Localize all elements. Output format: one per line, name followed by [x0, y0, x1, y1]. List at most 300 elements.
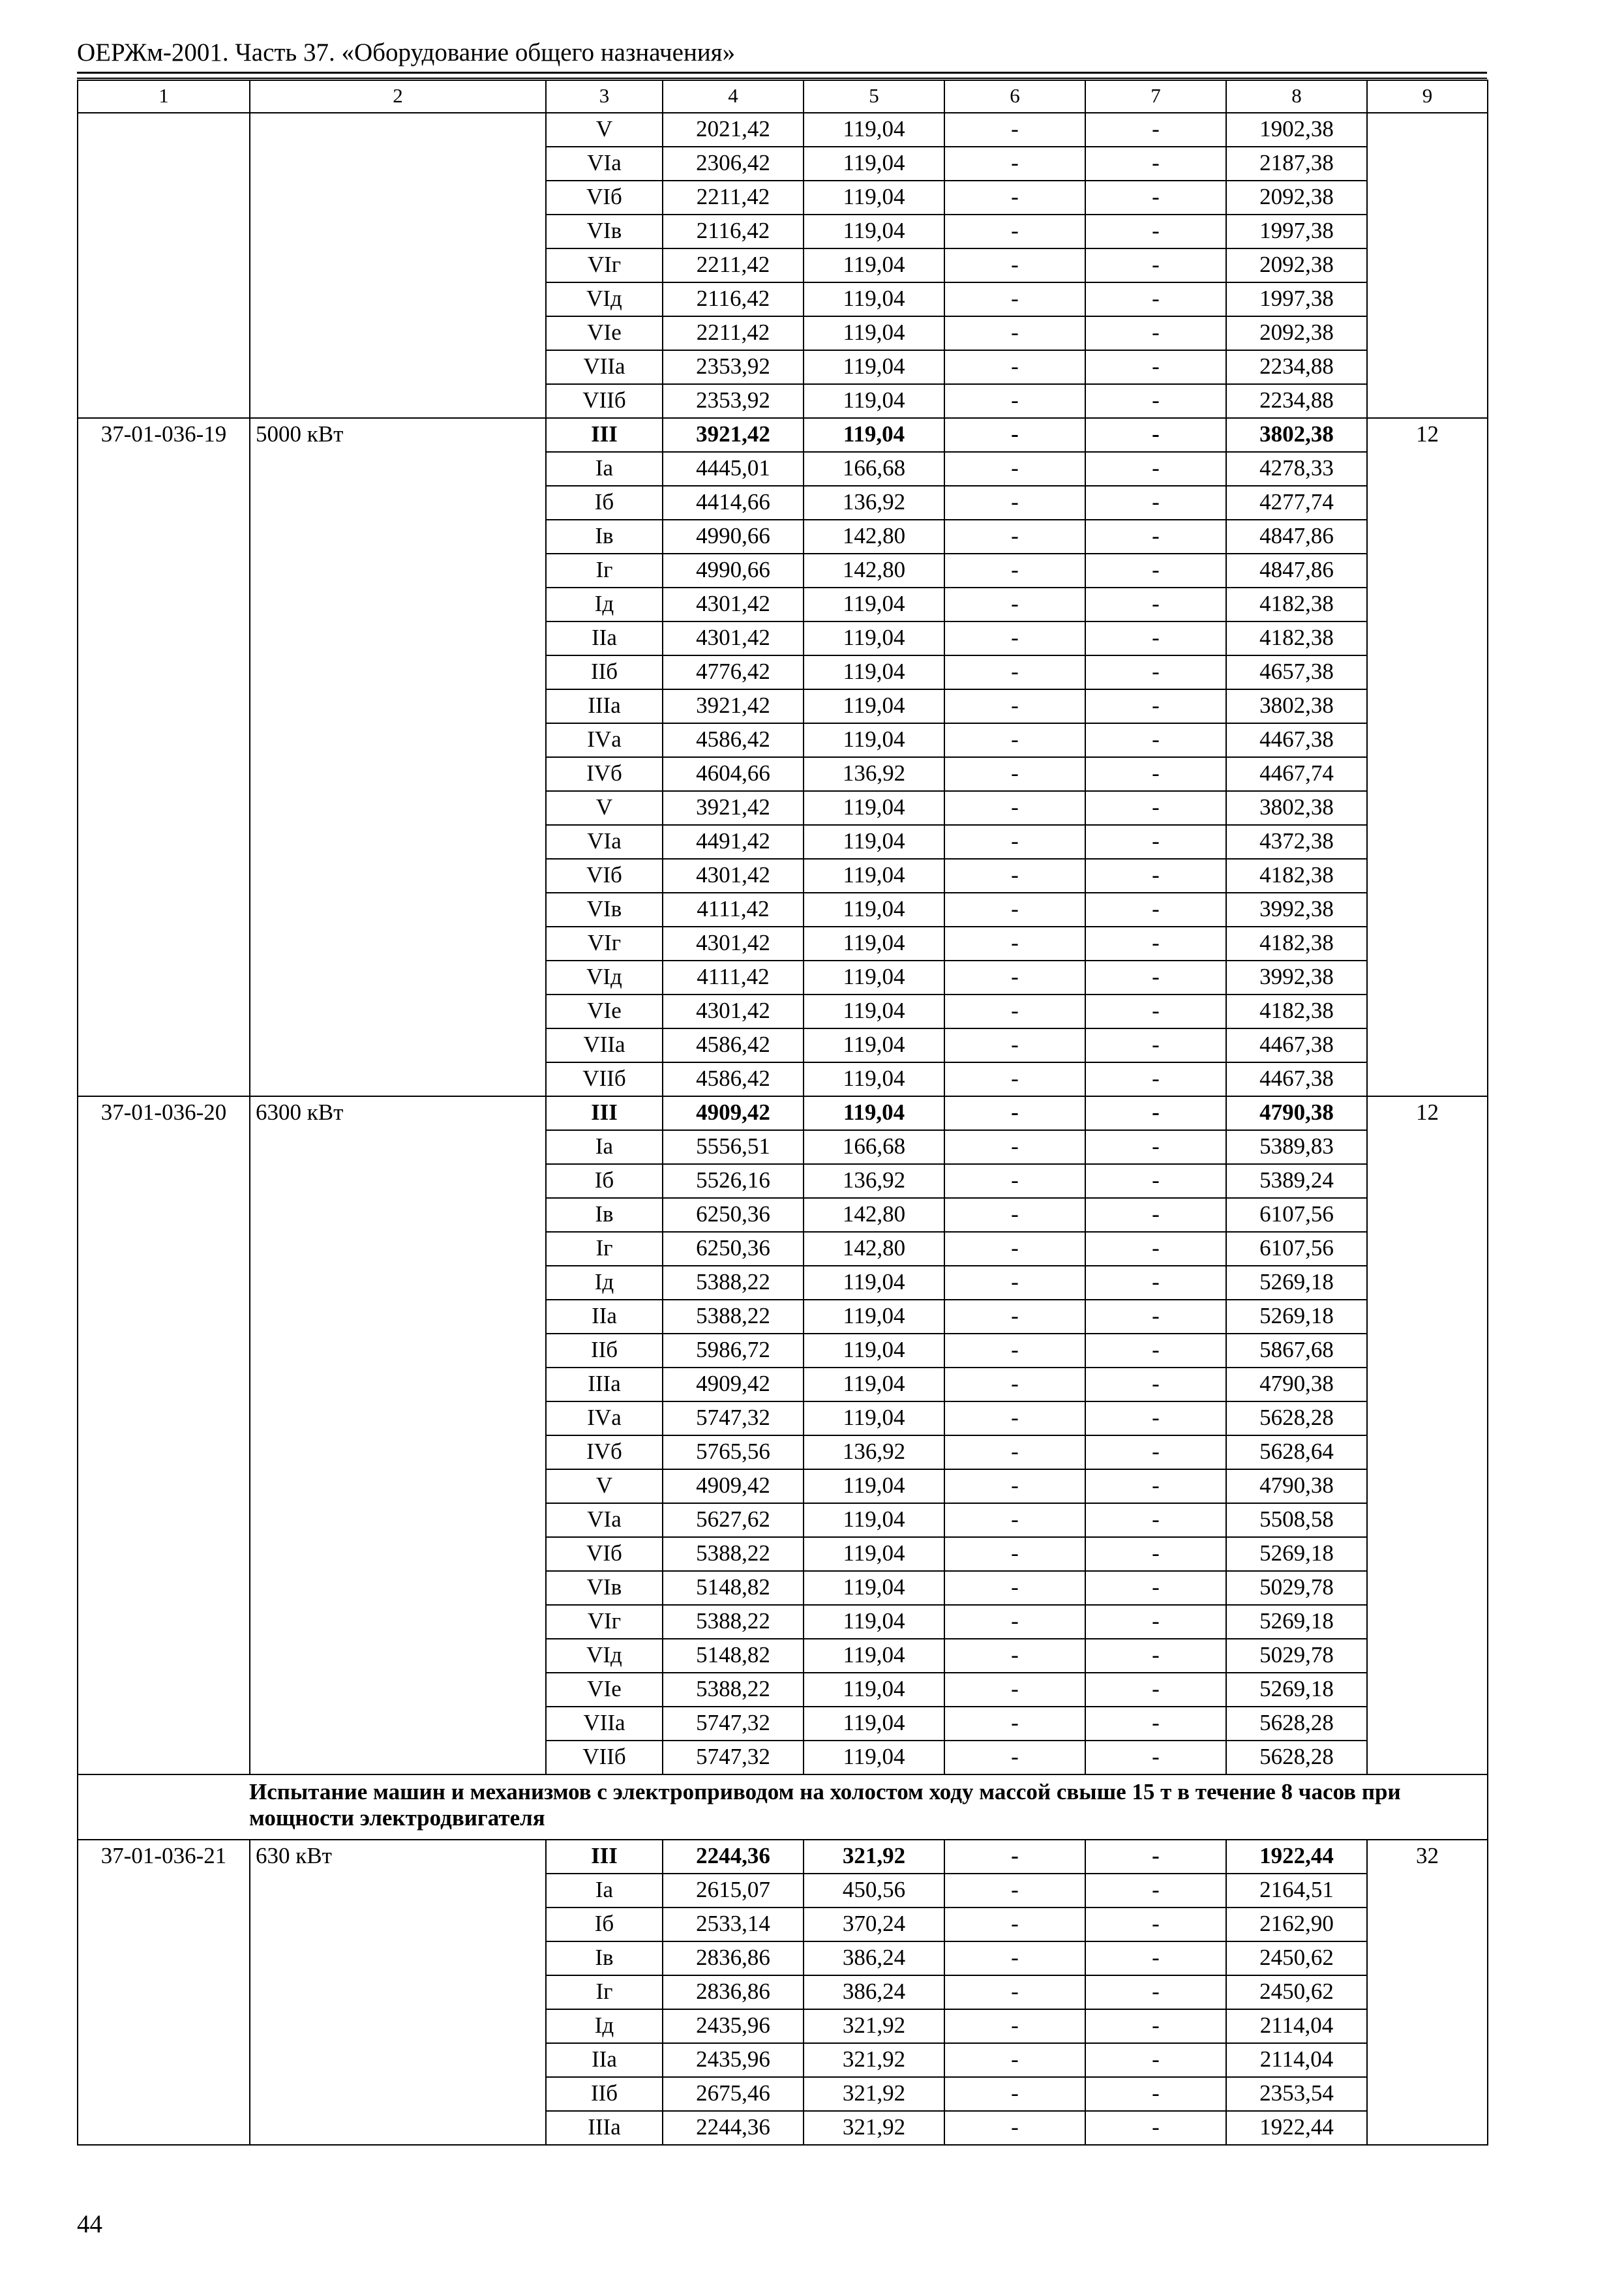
wages-cell: 450,56 — [804, 1874, 944, 1908]
materials-cell: 5269,18 — [1226, 1300, 1367, 1334]
total-cost-cell: 2435,96 — [663, 2043, 804, 2077]
materials-cell: 2164,51 — [1226, 1874, 1367, 1908]
wages-cell: 136,92 — [804, 1164, 944, 1198]
total-cost-cell: 4604,66 — [663, 757, 804, 791]
wages-cell: 119,04 — [804, 1639, 944, 1673]
machine-cost-cell: - — [944, 181, 1085, 215]
driver-wages-cell: - — [1085, 723, 1226, 757]
total-cost-cell: 4909,42 — [663, 1096, 804, 1130]
driver-wages-cell: - — [1085, 2077, 1226, 2111]
wages-cell: 136,92 — [804, 486, 944, 520]
labor-cost-cell: 12 — [1367, 1096, 1488, 1774]
machine-cost-cell: - — [944, 621, 1085, 655]
zone-cell: Iб — [546, 1164, 663, 1198]
zone-cell: VIд — [546, 961, 663, 995]
zone-cell: VIе — [546, 316, 663, 350]
zone-cell: V — [546, 791, 663, 825]
driver-wages-cell: - — [1085, 215, 1226, 248]
table-row — [78, 113, 1488, 147]
driver-wages-cell: - — [1085, 1741, 1226, 1774]
zone-cell: VIб — [546, 181, 663, 215]
total-cost-cell: 4909,42 — [663, 1368, 804, 1401]
table-row — [78, 418, 1488, 452]
driver-wages-cell: - — [1085, 2009, 1226, 2043]
wages-cell: 119,04 — [804, 1503, 944, 1537]
machine-cost-cell: - — [944, 1096, 1085, 1130]
wages-cell: 166,68 — [804, 1130, 944, 1164]
wages-cell: 321,92 — [804, 2111, 944, 2145]
machine-cost-cell: - — [944, 418, 1085, 452]
materials-cell: 4467,74 — [1226, 757, 1367, 791]
machine-cost-cell: - — [944, 689, 1085, 723]
driver-wages-cell: - — [1085, 859, 1226, 893]
machine-cost-cell: - — [944, 1741, 1085, 1774]
machine-cost-cell: - — [944, 588, 1085, 621]
driver-wages-cell: - — [1085, 1266, 1226, 1300]
materials-cell: 2187,38 — [1226, 147, 1367, 181]
zone-cell: VIа — [546, 147, 663, 181]
machine-cost-cell: - — [944, 1130, 1085, 1164]
total-cost-cell: 4301,42 — [663, 927, 804, 961]
materials-cell: 5269,18 — [1226, 1673, 1367, 1707]
total-cost-cell: 4445,01 — [663, 452, 804, 486]
total-cost-cell: 2211,42 — [663, 248, 804, 282]
machine-cost-cell: - — [944, 1503, 1085, 1537]
wages-cell: 119,04 — [804, 1673, 944, 1707]
zone-cell: VIIа — [546, 1707, 663, 1741]
machine-cost-cell: - — [944, 893, 1085, 927]
machine-cost-cell: - — [944, 1435, 1085, 1469]
wages-cell: 142,80 — [804, 520, 944, 554]
column-number: 6 — [944, 80, 1085, 113]
materials-cell: 2114,04 — [1226, 2009, 1367, 2043]
zone-cell: VIд — [546, 1639, 663, 1673]
driver-wages-cell: - — [1085, 1537, 1226, 1571]
zone-cell: VIа — [546, 825, 663, 859]
zone-cell: VIе — [546, 1673, 663, 1707]
machine-cost-cell: - — [944, 486, 1085, 520]
materials-cell: 1997,38 — [1226, 282, 1367, 316]
machine-cost-cell: - — [944, 1975, 1085, 2009]
wages-cell: 386,24 — [804, 1975, 944, 2009]
zone-cell: Iд — [546, 1266, 663, 1300]
materials-cell: 4847,86 — [1226, 554, 1367, 588]
driver-wages-cell: - — [1085, 961, 1226, 995]
total-cost-cell: 5148,82 — [663, 1571, 804, 1605]
column-number: 9 — [1367, 80, 1488, 113]
column-number: 2 — [250, 80, 546, 113]
total-cost-cell: 5148,82 — [663, 1639, 804, 1673]
machine-cost-cell: - — [944, 1164, 1085, 1198]
zone-cell: VIIа — [546, 1028, 663, 1062]
zone-cell: IIб — [546, 1334, 663, 1368]
driver-wages-cell: - — [1085, 2043, 1226, 2077]
total-cost-cell: 5627,62 — [663, 1503, 804, 1537]
machine-cost-cell: - — [944, 1028, 1085, 1062]
driver-wages-cell: - — [1085, 1503, 1226, 1537]
wages-cell: 166,68 — [804, 452, 944, 486]
driver-wages-cell: - — [1085, 791, 1226, 825]
zone-cell: IIа — [546, 1300, 663, 1334]
table-row — [78, 1840, 1488, 1874]
total-cost-cell: 2021,42 — [663, 113, 804, 147]
rate-name-cell — [250, 113, 546, 418]
machine-cost-cell: - — [944, 2043, 1085, 2077]
wages-cell: 119,04 — [804, 418, 944, 452]
materials-cell: 4847,86 — [1226, 520, 1367, 554]
zone-cell: V — [546, 113, 663, 147]
materials-cell: 5029,78 — [1226, 1639, 1367, 1673]
machine-cost-cell: - — [944, 1639, 1085, 1673]
total-cost-cell: 5388,22 — [663, 1605, 804, 1639]
zone-cell: III — [546, 1840, 663, 1874]
wages-cell: 119,04 — [804, 927, 944, 961]
materials-cell: 4790,38 — [1226, 1096, 1367, 1130]
machine-cost-cell: - — [944, 2009, 1085, 2043]
zone-cell: V — [546, 1469, 663, 1503]
materials-cell: 2450,62 — [1226, 1975, 1367, 2009]
machine-cost-cell: - — [944, 961, 1085, 995]
price-table — [77, 80, 1488, 2146]
total-cost-cell: 2836,86 — [663, 1941, 804, 1975]
materials-cell: 2162,90 — [1226, 1908, 1367, 1941]
total-cost-cell: 5388,22 — [663, 1300, 804, 1334]
machine-cost-cell: - — [944, 927, 1085, 961]
zone-cell: IVа — [546, 1401, 663, 1435]
materials-cell: 4790,38 — [1226, 1368, 1367, 1401]
driver-wages-cell: - — [1085, 1975, 1226, 2009]
wages-cell: 119,04 — [804, 215, 944, 248]
total-cost-cell: 4301,42 — [663, 588, 804, 621]
materials-cell: 4790,38 — [1226, 1469, 1367, 1503]
driver-wages-cell: - — [1085, 1300, 1226, 1334]
zone-cell: VIв — [546, 1571, 663, 1605]
wages-cell: 119,04 — [804, 1707, 944, 1741]
total-cost-cell: 5556,51 — [663, 1130, 804, 1164]
zone-cell: Iг — [546, 1975, 663, 2009]
rate-code-cell: 37-01-036-19 — [78, 418, 250, 1096]
materials-cell: 4182,38 — [1226, 588, 1367, 621]
zone-cell: III — [546, 418, 663, 452]
wages-cell: 386,24 — [804, 1941, 944, 1975]
page-number: 44 — [77, 2210, 102, 2238]
total-cost-cell: 2615,07 — [663, 1874, 804, 1908]
machine-cost-cell: - — [944, 452, 1085, 486]
machine-cost-cell: - — [944, 1334, 1085, 1368]
total-cost-cell: 3921,42 — [663, 689, 804, 723]
machine-cost-cell: - — [944, 1266, 1085, 1300]
zone-cell: IIIа — [546, 2111, 663, 2145]
driver-wages-cell: - — [1085, 1368, 1226, 1401]
total-cost-cell: 2836,86 — [663, 1975, 804, 2009]
total-cost-cell: 5388,22 — [663, 1537, 804, 1571]
zone-cell: VIв — [546, 215, 663, 248]
materials-cell: 4182,38 — [1226, 621, 1367, 655]
materials-cell: 4278,33 — [1226, 452, 1367, 486]
driver-wages-cell: - — [1085, 655, 1226, 689]
zone-cell: Iв — [546, 1941, 663, 1975]
total-cost-cell: 2306,42 — [663, 147, 804, 181]
machine-cost-cell: - — [944, 655, 1085, 689]
driver-wages-cell: - — [1085, 757, 1226, 791]
zone-cell: VIг — [546, 927, 663, 961]
materials-cell: 5269,18 — [1226, 1605, 1367, 1639]
materials-cell: 5389,83 — [1226, 1130, 1367, 1164]
materials-cell: 1922,44 — [1226, 2111, 1367, 2145]
total-cost-cell: 5388,22 — [663, 1673, 804, 1707]
zone-cell: VIIб — [546, 1062, 663, 1096]
zone-cell: VIа — [546, 1503, 663, 1537]
total-cost-cell: 2116,42 — [663, 215, 804, 248]
wages-cell: 119,04 — [804, 995, 944, 1028]
materials-cell: 2450,62 — [1226, 1941, 1367, 1975]
total-cost-cell: 2244,36 — [663, 2111, 804, 2145]
machine-cost-cell: - — [944, 147, 1085, 181]
materials-cell: 1997,38 — [1226, 215, 1367, 248]
zone-cell: IIIа — [546, 1368, 663, 1401]
materials-cell: 4182,38 — [1226, 859, 1367, 893]
wages-cell: 142,80 — [804, 1232, 944, 1266]
wages-cell: 321,92 — [804, 1840, 944, 1874]
materials-cell: 4182,38 — [1226, 995, 1367, 1028]
wages-cell: 119,04 — [804, 791, 944, 825]
rate-code-cell — [78, 113, 250, 418]
machine-cost-cell: - — [944, 1673, 1085, 1707]
section-title: Испытание машин и механизмов с электроприводом на холостом ходу массой свыше 15 т в течение 8 часов при мощности электродвигателя — [78, 1774, 1488, 1840]
driver-wages-cell: - — [1085, 316, 1226, 350]
driver-wages-cell: - — [1085, 248, 1226, 282]
materials-cell: 5029,78 — [1226, 1571, 1367, 1605]
machine-cost-cell: - — [944, 2111, 1085, 2145]
column-number: 1 — [78, 80, 250, 113]
machine-cost-cell: - — [944, 1571, 1085, 1605]
zone-cell: Iа — [546, 1130, 663, 1164]
driver-wages-cell: - — [1085, 588, 1226, 621]
driver-wages-cell: - — [1085, 1028, 1226, 1062]
wages-cell: 119,04 — [804, 1028, 944, 1062]
materials-cell: 5508,58 — [1226, 1503, 1367, 1537]
total-cost-cell: 5388,22 — [663, 1266, 804, 1300]
total-cost-cell: 2244,36 — [663, 1840, 804, 1874]
machine-cost-cell: - — [944, 1707, 1085, 1741]
labor-cost-cell: 12 — [1367, 418, 1488, 1096]
zone-cell: VIIа — [546, 350, 663, 384]
machine-cost-cell: - — [944, 384, 1085, 418]
driver-wages-cell: - — [1085, 486, 1226, 520]
wages-cell: 119,04 — [804, 248, 944, 282]
total-cost-cell: 4586,42 — [663, 1028, 804, 1062]
driver-wages-cell: - — [1085, 282, 1226, 316]
zone-cell: VIIб — [546, 1741, 663, 1774]
machine-cost-cell: - — [944, 1401, 1085, 1435]
driver-wages-cell: - — [1085, 1707, 1226, 1741]
wages-cell: 119,04 — [804, 689, 944, 723]
materials-cell: 5628,28 — [1226, 1707, 1367, 1741]
zone-cell: Iд — [546, 588, 663, 621]
driver-wages-cell: - — [1085, 1941, 1226, 1975]
driver-wages-cell: - — [1085, 418, 1226, 452]
total-cost-cell: 4491,42 — [663, 825, 804, 859]
driver-wages-cell: - — [1085, 1130, 1226, 1164]
zone-cell: IIб — [546, 2077, 663, 2111]
machine-cost-cell: - — [944, 859, 1085, 893]
driver-wages-cell: - — [1085, 350, 1226, 384]
zone-cell: Iг — [546, 554, 663, 588]
materials-cell: 5628,64 — [1226, 1435, 1367, 1469]
column-number-row — [78, 80, 1488, 113]
wages-cell: 370,24 — [804, 1908, 944, 1941]
zone-cell: Iа — [546, 1874, 663, 1908]
materials-cell: 6107,56 — [1226, 1198, 1367, 1232]
zone-cell: III — [546, 1096, 663, 1130]
labor-cost-cell — [1367, 113, 1488, 418]
driver-wages-cell: - — [1085, 1673, 1226, 1707]
wages-cell: 119,04 — [804, 1096, 944, 1130]
zone-cell: Iв — [546, 1198, 663, 1232]
wages-cell: 119,04 — [804, 1537, 944, 1571]
machine-cost-cell: - — [944, 316, 1085, 350]
driver-wages-cell: - — [1085, 1096, 1226, 1130]
total-cost-cell: 2353,92 — [663, 350, 804, 384]
materials-cell: 1902,38 — [1226, 113, 1367, 147]
driver-wages-cell: - — [1085, 2111, 1226, 2145]
wages-cell: 119,04 — [804, 1300, 944, 1334]
machine-cost-cell: - — [944, 1537, 1085, 1571]
section-row — [78, 1774, 1488, 1840]
wages-cell: 119,04 — [804, 384, 944, 418]
wages-cell: 119,04 — [804, 282, 944, 316]
machine-cost-cell: - — [944, 1368, 1085, 1401]
total-cost-cell: 4301,42 — [663, 859, 804, 893]
driver-wages-cell: - — [1085, 1639, 1226, 1673]
total-cost-cell: 5986,72 — [663, 1334, 804, 1368]
driver-wages-cell: - — [1085, 1874, 1226, 1908]
wages-cell: 136,92 — [804, 1435, 944, 1469]
machine-cost-cell: - — [944, 1300, 1085, 1334]
driver-wages-cell: - — [1085, 1605, 1226, 1639]
driver-wages-cell: - — [1085, 452, 1226, 486]
zone-cell: Iд — [546, 2009, 663, 2043]
materials-cell: 3992,38 — [1226, 961, 1367, 995]
header-rule-thin — [77, 78, 1487, 79]
machine-cost-cell: - — [944, 825, 1085, 859]
driver-wages-cell: - — [1085, 689, 1226, 723]
zone-cell: VIг — [546, 1605, 663, 1639]
machine-cost-cell: - — [944, 791, 1085, 825]
wages-cell: 119,04 — [804, 1334, 944, 1368]
driver-wages-cell: - — [1085, 1840, 1226, 1874]
total-cost-cell: 3921,42 — [663, 791, 804, 825]
zone-cell: Iб — [546, 486, 663, 520]
total-cost-cell: 2533,14 — [663, 1908, 804, 1941]
materials-cell: 4277,74 — [1226, 486, 1367, 520]
column-number: 3 — [546, 80, 663, 113]
column-number: 7 — [1085, 80, 1226, 113]
labor-cost-cell: 32 — [1367, 1840, 1488, 2145]
wages-cell: 321,92 — [804, 2043, 944, 2077]
materials-cell: 5269,18 — [1226, 1537, 1367, 1571]
total-cost-cell: 4414,66 — [663, 486, 804, 520]
rate-code-cell: 37-01-036-20 — [78, 1096, 250, 1774]
zone-cell: IIIа — [546, 689, 663, 723]
rate-name-cell: 5000 кВт — [250, 418, 546, 1096]
materials-cell: 2092,38 — [1226, 316, 1367, 350]
driver-wages-cell: - — [1085, 147, 1226, 181]
driver-wages-cell: - — [1085, 1334, 1226, 1368]
page-header: ОЕРЖм-2001. Часть 37. «Оборудование общего назначения» — [77, 38, 736, 67]
total-cost-cell: 4301,42 — [663, 995, 804, 1028]
driver-wages-cell: - — [1085, 181, 1226, 215]
materials-cell: 2234,88 — [1226, 350, 1367, 384]
wages-cell: 119,04 — [804, 350, 944, 384]
driver-wages-cell: - — [1085, 893, 1226, 927]
machine-cost-cell: - — [944, 282, 1085, 316]
zone-cell: Iа — [546, 452, 663, 486]
machine-cost-cell: - — [944, 995, 1085, 1028]
materials-cell: 4467,38 — [1226, 723, 1367, 757]
wages-cell: 119,04 — [804, 621, 944, 655]
machine-cost-cell: - — [944, 1469, 1085, 1503]
machine-cost-cell: - — [944, 1198, 1085, 1232]
driver-wages-cell: - — [1085, 1164, 1226, 1198]
wages-cell: 119,04 — [804, 1571, 944, 1605]
total-cost-cell: 5747,32 — [663, 1401, 804, 1435]
driver-wages-cell: - — [1085, 927, 1226, 961]
materials-cell: 6107,56 — [1226, 1232, 1367, 1266]
total-cost-cell: 2211,42 — [663, 181, 804, 215]
wages-cell: 119,04 — [804, 316, 944, 350]
total-cost-cell: 4111,42 — [663, 893, 804, 927]
rate-code-cell: 37-01-036-21 — [78, 1840, 250, 2145]
driver-wages-cell: - — [1085, 1198, 1226, 1232]
table-row — [78, 1096, 1488, 1130]
column-number: 5 — [804, 80, 944, 113]
rate-name-cell: 630 кВт — [250, 1840, 546, 2145]
materials-cell: 2234,88 — [1226, 384, 1367, 418]
total-cost-cell: 5526,16 — [663, 1164, 804, 1198]
materials-cell: 5389,24 — [1226, 1164, 1367, 1198]
machine-cost-cell: - — [944, 2077, 1085, 2111]
driver-wages-cell: - — [1085, 1571, 1226, 1605]
zone-cell: Iб — [546, 1908, 663, 1941]
driver-wages-cell: - — [1085, 1232, 1226, 1266]
header-rule-thick — [77, 72, 1487, 74]
materials-cell: 3802,38 — [1226, 791, 1367, 825]
machine-cost-cell: - — [944, 1062, 1085, 1096]
machine-cost-cell: - — [944, 1941, 1085, 1975]
total-cost-cell: 2116,42 — [663, 282, 804, 316]
rate-name-cell: 6300 кВт — [250, 1096, 546, 1774]
materials-cell: 4372,38 — [1226, 825, 1367, 859]
total-cost-cell: 2211,42 — [663, 316, 804, 350]
machine-cost-cell: - — [944, 350, 1085, 384]
materials-cell: 2092,38 — [1226, 181, 1367, 215]
wages-cell: 321,92 — [804, 2077, 944, 2111]
wages-cell: 142,80 — [804, 1198, 944, 1232]
wages-cell: 119,04 — [804, 1401, 944, 1435]
driver-wages-cell: - — [1085, 1062, 1226, 1096]
machine-cost-cell: - — [944, 1908, 1085, 1941]
zone-cell: VIб — [546, 1537, 663, 1571]
zone-cell: VIб — [546, 859, 663, 893]
materials-cell: 4467,38 — [1226, 1062, 1367, 1096]
total-cost-cell: 6250,36 — [663, 1198, 804, 1232]
zone-cell: VIв — [546, 893, 663, 927]
machine-cost-cell: - — [944, 757, 1085, 791]
materials-cell: 5867,68 — [1226, 1334, 1367, 1368]
machine-cost-cell: - — [944, 723, 1085, 757]
total-cost-cell: 4990,66 — [663, 554, 804, 588]
